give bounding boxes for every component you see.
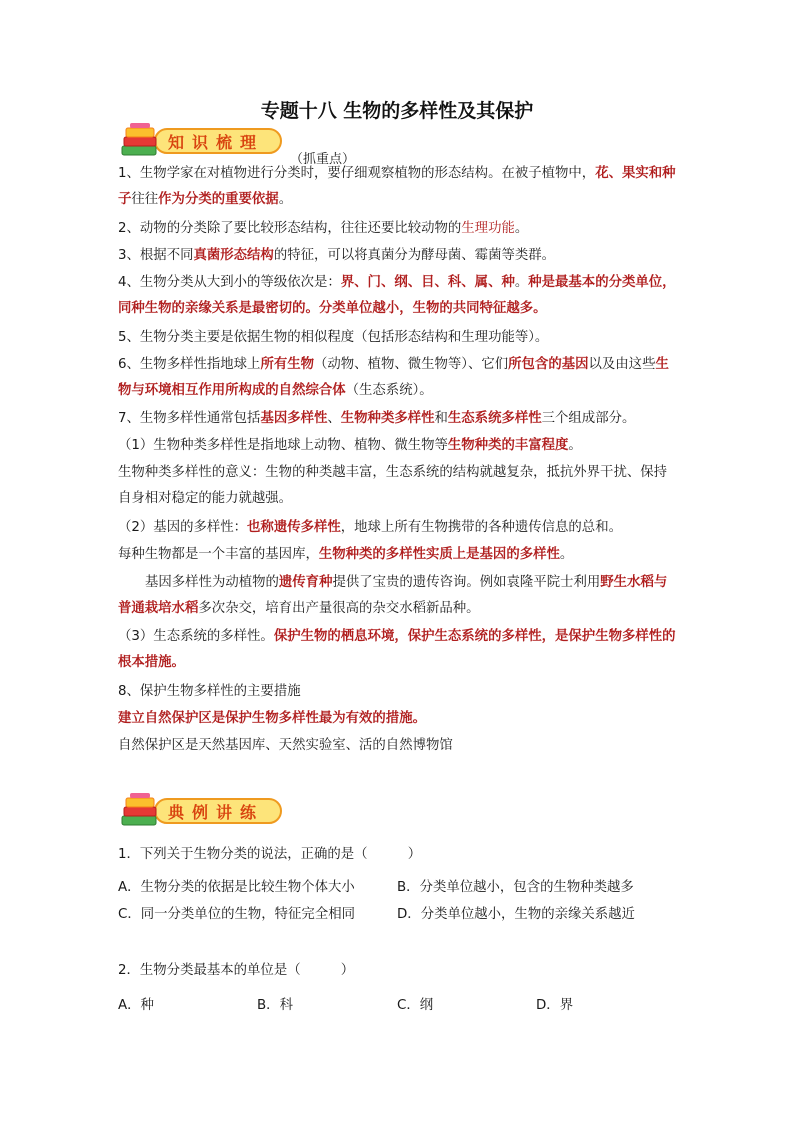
paragraph-6 (118, 352, 678, 404)
page-title: 专题十八 生物的多样性及其保护 (260, 100, 534, 122)
question-1-option-a[interactable]: A．生物分类的依据是比较生物个体大小 (118, 880, 355, 895)
text: 、 (327, 411, 341, 426)
emphasis-text: 生物种类的多样性实质上是基因的多样性 (318, 547, 560, 562)
text: 和 (434, 411, 448, 426)
paragraph-2 (118, 216, 678, 242)
section-banner-examples (118, 790, 286, 830)
emphasis-text: 界、门、纲、目、科、属、种 (340, 275, 515, 290)
paragraph-11 (118, 542, 678, 568)
emphasis-text: 所包含的基因 (508, 357, 589, 372)
text: （动物、植物、微生物等）、它们 (314, 357, 509, 372)
emphasis-text: 花、果实 (595, 166, 649, 181)
text: 以及由这些 (588, 357, 656, 372)
emphasis-text: 所有生物 (260, 357, 314, 372)
emphasis-text: 野生水稻与普通栽培水稻 (118, 575, 668, 616)
question-1-option-d[interactable]: D．分类单位越小，生物的亲缘关系越近 (397, 907, 635, 922)
text: （3）生态系统的多样性。 (118, 629, 274, 644)
text: 提供了宝贵的遗传咨询。例如袁隆平院士利用 (332, 575, 601, 590)
paragraph-9 (118, 460, 678, 512)
text: 。 (559, 547, 574, 562)
text: 每种生物都是一个丰富的基因库， (118, 547, 319, 562)
emphasis-text: 也称遗传多样性 (247, 520, 341, 535)
paragraph-7 (118, 406, 678, 432)
question-1-option-c[interactable]: C．同一分类单位的生物，特征完全相同 (118, 907, 355, 922)
text: 4、生物分类从大到小的等级依次是： (118, 275, 341, 290)
emphasis-text: 种是最基本的分类单位，同种生物的亲缘关系是最密切的。分类单位越小，生物的共同特征越多。 (118, 275, 676, 316)
question-2-option-a[interactable]: A．种 (118, 998, 154, 1013)
paragraph-8 (118, 433, 678, 459)
text: 8、保护生物多样性的主要措施 (118, 684, 301, 699)
question-1-option-b[interactable]: B．分类单位越小，包含的生物种类越多 (397, 880, 634, 895)
paragraph-3 (118, 243, 678, 269)
section-banner-knowledge (118, 120, 286, 160)
books-icon (118, 790, 162, 830)
emphasis-text: 和种子 (118, 166, 676, 207)
text: 1、生物学家在对植物进行分类时，要仔细观察植物的形态结构。在被子植物中， (118, 166, 596, 181)
emphasis-text: 生理功能 (461, 221, 515, 236)
emphasis-text: 真菌形态结构 (193, 248, 274, 263)
text: （生态系统）。 (345, 383, 433, 398)
text: ，地球上所有生物携带的各种遗传信息的总和。 (340, 520, 622, 535)
paragraph-4 (118, 270, 678, 322)
banner-title: 知识梳理 (168, 133, 265, 152)
text: 6、生物多样性指地球上 (118, 357, 261, 372)
text: 基因多样性为动植物的 (145, 575, 279, 590)
paragraph-13 (118, 624, 678, 676)
emphasis-text: 生物种类多样性 (340, 411, 435, 426)
text: 3、根据不同 (118, 248, 194, 263)
text: 7、生物多样性通常包括 (118, 411, 261, 426)
text: 。 (514, 221, 529, 236)
paragraph-1 (118, 161, 678, 213)
emphasis-text: 生态系统多样性 (447, 411, 542, 426)
paragraph-16 (118, 733, 678, 759)
emphasis-text: 遗传育种 (278, 575, 333, 590)
text: 三个组成部分。 (541, 411, 636, 426)
question-1-stem: 1．下列关于生物分类的说法，正确的是（ ） (118, 847, 422, 862)
text: 。 (514, 275, 529, 290)
paragraph-12 (118, 570, 678, 622)
emphasis-text: 保护生物的栖息环境，保护生态系统的多样性，是保护生物多样性的根本措施。 (118, 629, 676, 670)
section-note: （抓重点） (290, 152, 356, 167)
question-2-stem: 2．生物分类最基本的单位是（ ） (118, 963, 355, 978)
text: （2）基因的多样性： (118, 520, 248, 535)
text: 5、生物分类主要是依据生物的相似程度（包括形态结构和生理功能等）。 (118, 330, 549, 345)
question-2-option-d[interactable]: D．界 (536, 998, 574, 1013)
text: 2、动物的分类除了要比较形态结构，往往还要比较动物的 (118, 221, 462, 236)
text: 多次杂交，培育出产量很高的杂交水稻新品种。 (198, 601, 480, 616)
text: 的特征，可以将真菌分为酵母菌、霉菌等类群。 (273, 248, 556, 263)
emphasis-text: 基因多样性 (260, 411, 328, 426)
paragraph-15 (118, 706, 678, 732)
emphasis-text: 建立自然保护区是保护生物多样性最为有效的措施。 (118, 711, 426, 726)
text: 生物种类多样性的意义：生物的种类越丰富，生态系统的结构就越复杂，抵抗外界干扰、保持自身相对稳定的能力就越强。 (118, 465, 668, 506)
emphasis-text: 作为分类的重要依据 (158, 192, 279, 207)
paragraph-14 (118, 679, 678, 705)
banner-title: 典例讲练 (168, 803, 265, 822)
text: 往往 (131, 192, 159, 207)
text: （1）生物种类多样性是指地球上动物、植物、微生物等 (118, 438, 448, 453)
emphasis-text: 生物种类的丰富程度 (447, 438, 569, 453)
text: 。 (568, 438, 582, 453)
text: 自然保护区是天然基因库、天然实验室、活的自然博物馆 (118, 738, 453, 753)
books-icon (118, 120, 162, 160)
paragraph-5 (118, 325, 678, 351)
question-2-option-c[interactable]: C．纲 (397, 998, 434, 1013)
text: 。 (278, 192, 293, 207)
question-2-option-b[interactable]: B．科 (257, 998, 293, 1013)
emphasis-text: 生物与环境相互作用所构成的自然综合体 (118, 357, 669, 398)
paragraph-10 (118, 515, 678, 541)
